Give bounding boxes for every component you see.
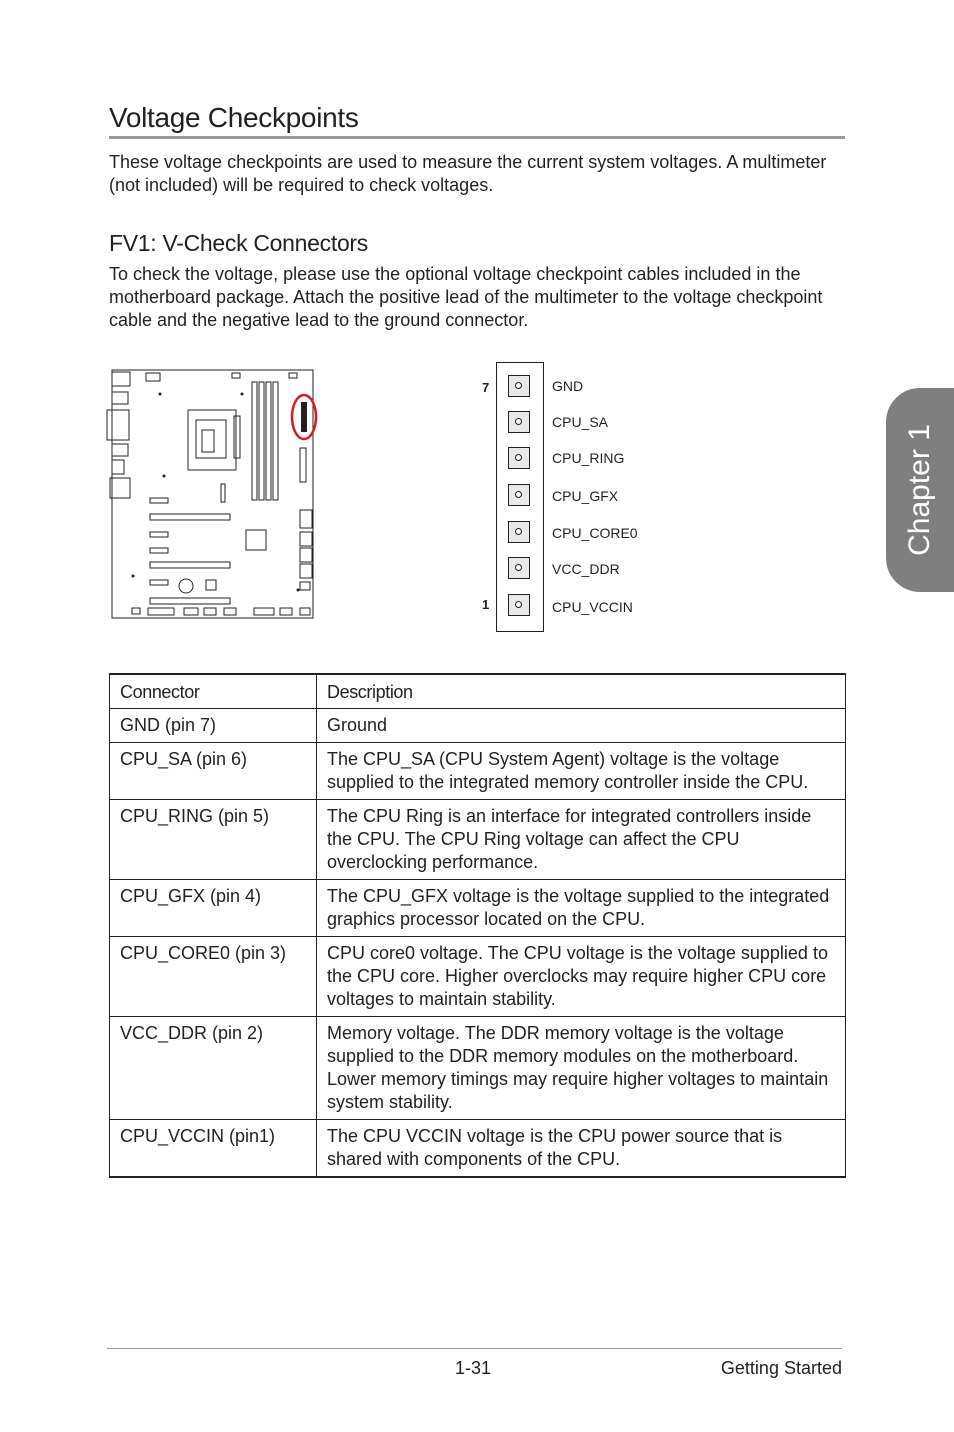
motherboard-diagram bbox=[104, 364, 324, 624]
footer-section-title: Getting Started bbox=[720, 1358, 842, 1378]
v-check-connector bbox=[496, 362, 544, 632]
intro-paragraph: These voltage checkpoints are used to measure the current system voltages. A multimeter (not included) will be required to check voltages. bbox=[109, 152, 827, 195]
chapter-tab[interactable] bbox=[886, 388, 954, 592]
table-header-description: Description bbox=[317, 674, 846, 709]
page-title: Voltage Checkpoints bbox=[109, 100, 845, 139]
pin-5 bbox=[508, 447, 530, 469]
chapter-tab-label: Chapter 1 bbox=[903, 424, 936, 556]
section-subtitle: FV1: V-Check Connectors bbox=[109, 230, 368, 256]
connector-cell: CPU_VCCIN (pin1) bbox=[110, 1120, 317, 1178]
description-cell: Memory voltage. The DDR memory voltage is the voltage supplied to the DDR memory modules on the motherboard. Lower memory timings may require higher voltages to maintain system stability. bbox=[317, 1017, 846, 1120]
pin-1 bbox=[508, 594, 530, 616]
connector-cell: CPU_GFX (pin 4) bbox=[110, 880, 317, 937]
table-row bbox=[110, 937, 846, 1017]
connector-cell: CPU_SA (pin 6) bbox=[110, 743, 317, 800]
pin-2 bbox=[508, 557, 530, 579]
table-row bbox=[110, 1120, 846, 1178]
footer-page-number: 1-31 bbox=[455, 1358, 492, 1378]
pin-top-number: 7 bbox=[482, 380, 490, 395]
connector-cell: VCC_DDR (pin 2) bbox=[110, 1017, 317, 1120]
pin-bottom-number: 1 bbox=[482, 597, 490, 612]
table-row bbox=[110, 1017, 846, 1120]
pin-label-cpu-vccin: CPU_VCCIN bbox=[552, 599, 633, 615]
table-row bbox=[110, 880, 846, 937]
description-cell: The CPU_SA (CPU System Agent) voltage is the voltage supplied to the integrated memory controller inside the CPU. bbox=[317, 743, 846, 800]
pin-label-cpu-ring: CPU_RING bbox=[552, 450, 625, 466]
description-cell: The CPU VCCIN voltage is the CPU power source that is shared with components of the CPU. bbox=[317, 1120, 846, 1178]
description-cell: The CPU_GFX voltage is the voltage supplied to the integrated graphics processor located on the CPU. bbox=[317, 880, 846, 937]
table-row bbox=[110, 800, 846, 880]
description-cell: CPU core0 voltage. The CPU voltage is the voltage supplied to the CPU core. Higher overclocks may require higher CPU core voltages to maintain stability. bbox=[317, 937, 846, 1017]
table-header-connector: Connector bbox=[110, 674, 317, 709]
pin-3 bbox=[508, 521, 530, 543]
pin-label-cpu-gfx: CPU_GFX bbox=[552, 488, 619, 504]
pin-6 bbox=[508, 411, 530, 433]
pin-4 bbox=[508, 484, 530, 506]
instructions-paragraph: To check the voltage, please use the optional voltage checkpoint cables included in the motherboard package. Attach the positive lead of the multimeter to the voltage checkpoint cable and the negative lead to the ground connector. bbox=[109, 264, 823, 330]
connector-table bbox=[109, 673, 846, 1178]
pin-label-vcc-ddr: VCC_DDR bbox=[552, 561, 620, 577]
table-row bbox=[110, 709, 846, 743]
table-row bbox=[110, 743, 846, 800]
pin-label-gnd: GND bbox=[552, 378, 584, 394]
description-cell: Ground bbox=[317, 709, 846, 743]
connector-cell: CPU_CORE0 (pin 3) bbox=[110, 937, 317, 1017]
description-cell: The CPU Ring is an interface for integrated controllers inside the CPU. The CPU Ring voltage can affect the CPU overclocking performance. bbox=[317, 800, 846, 880]
pin-7 bbox=[508, 375, 530, 397]
pin-label-cpu-core0: CPU_CORE0 bbox=[552, 525, 638, 541]
table-header-row bbox=[110, 674, 846, 709]
pin-label-cpu-sa: CPU_SA bbox=[552, 414, 609, 430]
connector-cell: CPU_RING (pin 5) bbox=[110, 800, 317, 880]
connector-cell: GND (pin 7) bbox=[110, 709, 317, 743]
footer-divider bbox=[107, 1348, 842, 1349]
